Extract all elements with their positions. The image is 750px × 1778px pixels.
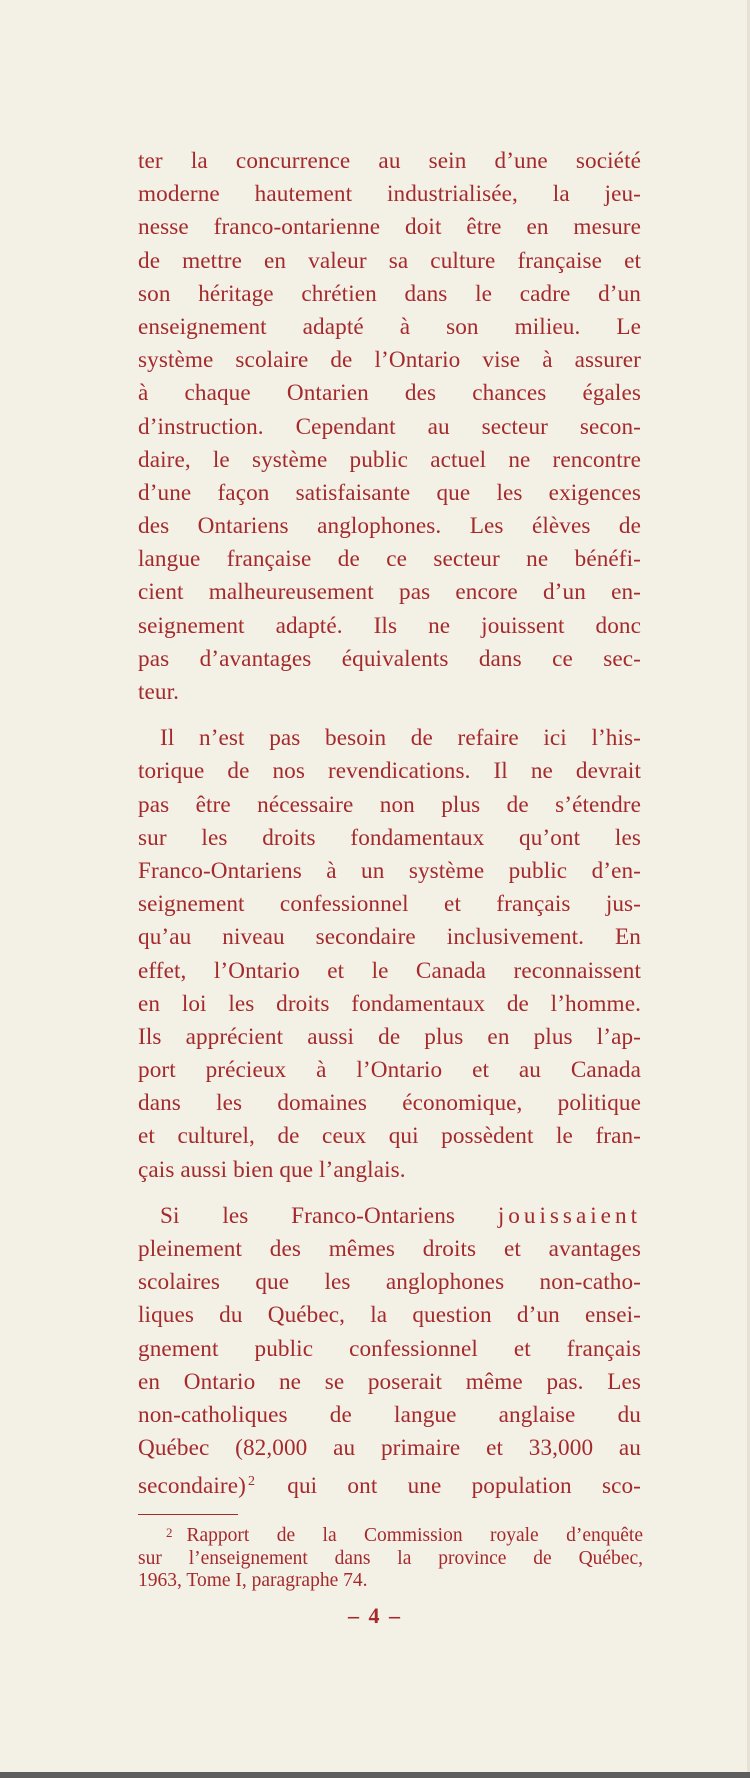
text-line: pleinement des mêmes droits et avantages — [138, 1236, 641, 1262]
text-line: liques du Québec, la question d’un ensei- — [138, 1302, 641, 1329]
text-line: langue française de ce secteur ne bénéfi- — [138, 546, 641, 573]
paragraph-1 — [138, 145, 641, 709]
text-line: gnement public confessionnel et français — [138, 1335, 641, 1362]
line-end: qui ont une population sco- — [287, 1473, 641, 1500]
text-line: scolaires que les anglophones non-catho- — [138, 1269, 641, 1296]
text-line: seignement adapté. Ils ne jouissent donc — [138, 612, 641, 639]
text-line: système scolaire de l’Ontario vise à assurer — [138, 347, 641, 374]
text-line: dans les domaines économique, politique — [138, 1090, 641, 1117]
text-line: et culturel, de ceux qui possèdent le fran- — [138, 1123, 641, 1150]
text-line: en Ontario ne se poserait même pas. Les — [138, 1368, 641, 1395]
text-line: teur. — [138, 679, 180, 705]
body-text — [138, 145, 641, 1512]
text-line: en loi les droits fondamentaux de l’homme. — [138, 990, 641, 1017]
text-line: d’une façon satisfaisante que les exigences — [138, 479, 641, 506]
text-line: effet, l’Ontario et le Canada reconnaissent — [138, 957, 641, 984]
text-line: çais aussi bien que l’anglais. — [138, 1156, 406, 1183]
footnote-marker: 2 — [166, 1525, 173, 1540]
spaced-emphasis-word: jouissaient — [497, 1202, 642, 1229]
paragraph-2 — [138, 722, 641, 1187]
paragraph-3 — [138, 1200, 641, 1499]
text-line: de mettre en valeur sa culture française et — [138, 247, 641, 274]
text-line: nesse franco-ontarienne doit être en mesure — [138, 214, 641, 241]
footnote-line: 1963, Tome I, paragraphe 74. — [138, 1570, 368, 1591]
text-line: moderne hautement industrialisée, la jeu- — [138, 181, 641, 208]
text-line: Ils apprécient aussi de plus en plus l’ap- — [138, 1023, 641, 1050]
text-line: ter la concurrence au sein d’une société — [138, 148, 641, 174]
text-line: Franco-Ontariens à un système public d’en- — [138, 857, 641, 884]
text-line: d’instruction. Cependant au secteur secon- — [138, 413, 641, 440]
footnote-line — [138, 1522, 643, 1548]
page-edge-bottom — [0, 1772, 750, 1778]
text-line: pas être nécessaire non plus de s’étendre — [138, 791, 641, 818]
footnote — [138, 1522, 643, 1593]
text-line: à chaque Ontarien des chances égales — [138, 380, 641, 407]
text-line: des Ontariens anglophones. Les élèves de — [138, 513, 641, 540]
text-line: seignement confessionnel et français jus- — [138, 891, 641, 918]
line-start: secondaire) — [138, 1473, 246, 1500]
footnote-divider — [138, 1514, 238, 1515]
text-line — [138, 1200, 641, 1233]
footnote-line: sur l’enseignement dans la province de Québec, — [138, 1547, 643, 1569]
text-line: cient malheureusement pas encore d’un en- — [138, 579, 641, 606]
text-line — [138, 1465, 641, 1498]
text-line: qu’au niveau secondaire inclusivement. En — [138, 924, 641, 951]
page-number: – 4 – — [348, 1603, 402, 1628]
text-line: non-catholiques de langue anglaise du — [138, 1401, 641, 1428]
footnote-text: Rapport de la Commission royale d’enquête — [186, 1525, 643, 1546]
text-line: daire, le système public actuel ne rencontre — [138, 446, 641, 473]
text-line: torique de nos revendications. Il ne devrait — [138, 758, 641, 785]
text-line: sur les droits fondamentaux qu’ont les — [138, 824, 641, 851]
text-line: enseignement adapté à son milieu. Le — [138, 313, 641, 340]
text-line: port précieux à l’Ontario et au Canada — [138, 1057, 641, 1084]
footnote-reference[interactable]: 2 — [247, 1474, 256, 1490]
text-line: son héritage chrétien dans le cadre d’un — [138, 280, 641, 307]
text-line: Il n’est pas besoin de refaire ici l’his- — [160, 725, 641, 752]
text-line: Québec (82,000 au primaire et 33,000 au — [138, 1435, 641, 1462]
line-prefix: Si les Franco-Ontariens — [160, 1202, 456, 1229]
text-line: pas d’avantages équivalents dans ce sec- — [138, 645, 641, 672]
